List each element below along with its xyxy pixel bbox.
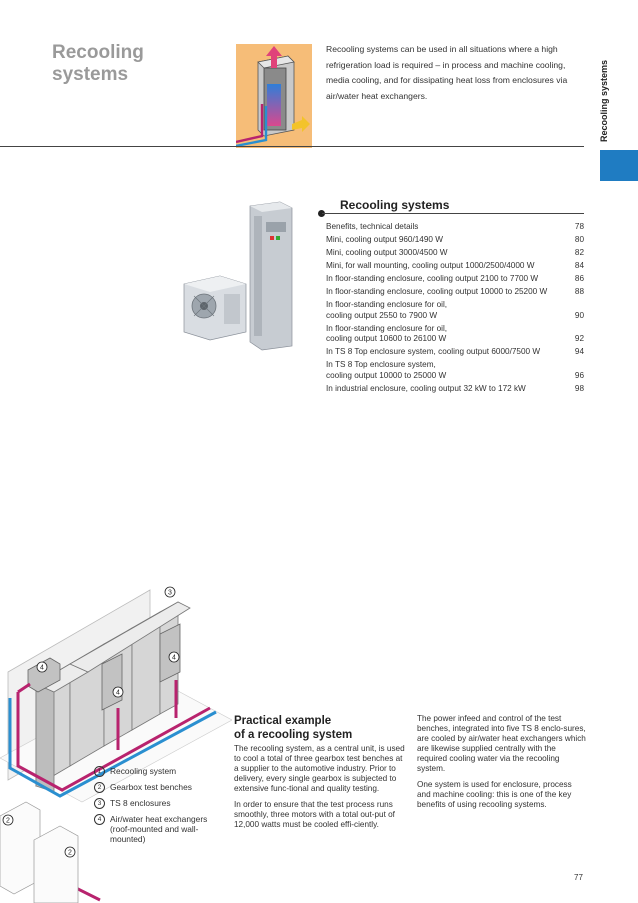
side-section-label [594,56,614,146]
paragraph: In order to ensure that the test process runs smoothly, three motors with a total out-put of 12,000 watts must be cooled effi-ciently. [234,800,395,829]
legend-item [94,798,207,809]
section-heading-rule [322,213,584,214]
practical-example-heading: Practical example of a recooling system [234,715,353,741]
contents-item[interactable] [326,222,584,233]
contents-item[interactable] [326,324,584,345]
contents-item-page: 98 [574,383,584,393]
contents-item-page: 80 [574,235,584,244]
page-title-line2: systems [52,64,129,85]
contents-list [326,222,584,397]
contents-item-page: 82 [574,248,584,257]
callout-label: 2 [6,817,10,825]
contents-item-text: In TS 8 Top enclosure system, cooling output 10000 to 25000 W [326,360,447,380]
contents-item-page: 94 [574,347,584,356]
contents-item-text: In industrial enclosure, cooling output 32 kW to 172 kW [326,383,526,393]
callout-label: 4 [172,654,176,662]
practical-text-column-1 [234,744,406,836]
contents-item-text: In TS 8 Top enclosure system, cooling output 6000/7500 W [326,347,541,356]
paragraph: The recooling system, as a central unit, is used to cool a total of three gearbox test benches at a supplier to the automotive industry. Prior to delivery, every single gearbox is subjected to extensive func-tional and quality testing. [234,744,405,793]
practical-text-column-2 [417,714,587,816]
page-number: 77 [574,873,583,882]
paragraph: The power infeed and control of the test benches, integrated into five TS 8 enclo-sures, are cooled by air/water heat exchangers which are likewise supplied centrally with the required cooling water via the recooling system. [417,714,586,773]
legend-item [94,766,207,777]
contents-item-page: 92 [574,334,584,343]
contents-item-text: Mini, for wall mounting, cooling output 1000/2500/4000 W [326,261,535,270]
contents-item-page: 88 [574,287,584,296]
contents-item[interactable] [326,274,584,285]
diagram-legend [94,766,207,849]
legend-number: 3 [94,798,105,809]
contents-item-text: In floor-standing enclosure for oil, cooling output 10600 to 26100 W [326,323,448,343]
page-title [52,42,192,86]
contents-item[interactable] [326,235,584,246]
installation-diagram [0,580,232,903]
enclosure-heatflow-illustration [236,44,312,148]
contents-item-text: In floor-standing enclosure, cooling output 10000 to 25200 W [326,287,548,296]
section-color-tab [600,150,638,181]
contents-item-text: In floor-standing enclosure, cooling output 2100 to 7700 W [326,274,539,283]
paragraph: One system is used for enclosure, process and machine cooling: this is one of the key benefits of using recooling systems. [417,780,572,809]
callout-label: 4 [40,664,44,672]
contents-item[interactable] [326,287,584,298]
legend-text: Air/water heat exchangers (roof-mounted and wall- mounted) [110,814,208,844]
contents-item-page: 78 [574,222,584,231]
callout-label: 2 [68,849,72,857]
contents-item-page: 90 [574,310,584,320]
legend-number: 4 [94,814,105,825]
legend-text: Gearbox test benches [110,782,192,792]
contents-item[interactable] [326,248,584,259]
contents-item-page: 86 [574,274,584,283]
contents-item[interactable] [326,384,584,395]
legend-number: 2 [94,782,105,793]
section-heading: Recooling systems [340,198,450,212]
legend-text: Recooling system [110,766,177,776]
contents-item-text: Mini, cooling output 960/1490 W [326,235,443,244]
callout-label: 3 [168,589,172,597]
side-section-label-text: Recooling systems [599,59,609,143]
recooling-units-photo [180,196,304,352]
contents-item-text: In floor-standing enclosure for oil, cooling output 2550 to 7900 W [326,300,448,320]
contents-item[interactable] [326,261,584,272]
intro-text: Recooling systems can be used in all situations where a high refrigeration load is required – in process and machine cooling, media cooling, and for dissipating heat loss from enclosures via air/water heat exchangers. [326,44,568,101]
page-title-line1: Recooling [52,42,144,63]
legend-text: TS 8 enclosures [110,798,171,808]
contents-item-page: 96 [574,370,584,380]
legend-item [94,814,207,844]
contents-item-text: Mini, cooling output 3000/4500 W [326,248,448,257]
contents-item[interactable] [326,300,584,321]
legend-item [94,782,207,793]
contents-item[interactable] [326,360,584,381]
contents-item-text: Benefits, technical details [326,222,419,231]
contents-item[interactable] [326,347,584,358]
legend-number: 1 [94,766,105,777]
header-divider [0,146,584,147]
contents-item-page: 84 [574,261,584,270]
callout-label: 4 [116,689,120,697]
